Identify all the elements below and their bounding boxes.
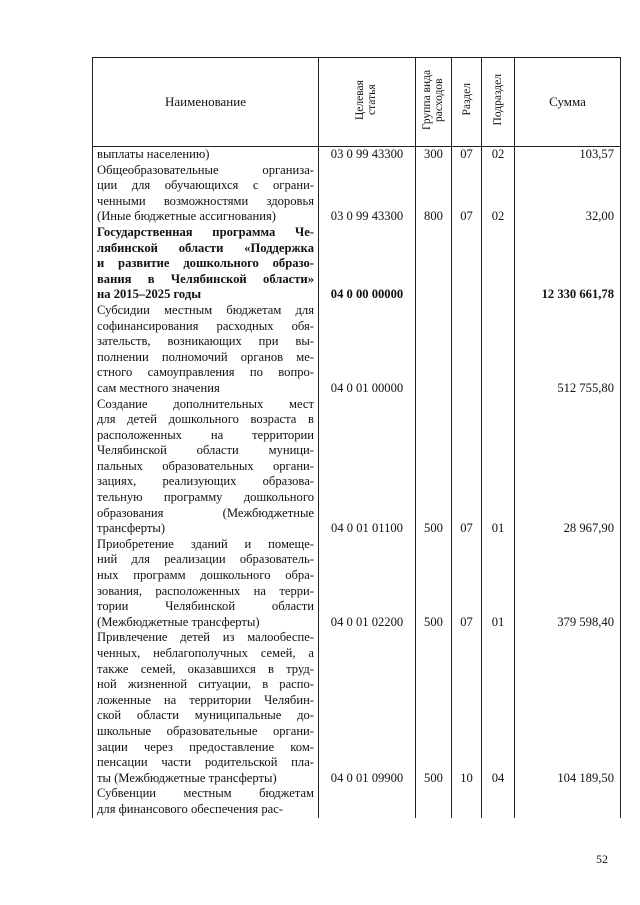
row-name-line: полнении полномочий органов ме-: [97, 349, 314, 364]
row-section: 07: [452, 147, 482, 163]
row-name-line: Приобретение зданий и помеще-: [97, 536, 314, 551]
header-subsection-cell: [482, 58, 515, 147]
row-section: [452, 303, 482, 397]
row-name-line: Челябинской области муници-: [97, 443, 314, 458]
header-section-cell: [452, 58, 482, 147]
row-subsection: 01: [482, 397, 515, 537]
row-name-cell: [93, 147, 319, 163]
row-sum: 103,57: [515, 147, 621, 163]
row-subsection: 02: [482, 147, 515, 163]
row-name-line: школьные образовательные органи-: [97, 723, 314, 738]
row-name-line: для детей дошкольного возраста в: [97, 412, 314, 427]
row-name-line: тельную программу дошкольного: [97, 490, 314, 505]
row-name-cell: [93, 630, 319, 786]
table-header-row: [93, 58, 621, 147]
table-row: [93, 303, 621, 397]
header-code-cell: [319, 58, 416, 147]
row-subsection: [482, 786, 515, 817]
row-name-line: Государственная программа Че-: [97, 224, 314, 239]
header-group-cell: [416, 58, 452, 147]
row-code: 03 0 99 43300: [319, 163, 416, 225]
row-name-line: ции для обучающихся с ограни-: [97, 178, 314, 193]
row-name-line: ной жизненной ситуации, в распо-: [97, 677, 314, 692]
row-name-line: на 2015–2025 годы: [97, 287, 202, 302]
table-row: [93, 163, 621, 225]
row-name-line: (Межбюджетные трансферты): [97, 614, 260, 629]
row-name-line: ных программ дошкольного обра-: [97, 568, 314, 583]
row-group: 800: [416, 163, 452, 225]
row-name-line: Общеобразовательные организа-: [97, 162, 314, 177]
row-name-line: зования, расположенных на терри-: [97, 583, 314, 598]
row-name-line: вания в Челябинской области»: [97, 271, 314, 286]
row-sum: 28 967,90: [515, 397, 621, 537]
table-row: [93, 225, 621, 303]
row-group: [416, 225, 452, 303]
row-name-line: ченных, неблагополучных семей, а: [97, 646, 314, 660]
table-row: [93, 786, 621, 817]
row-sum: 379 598,40: [515, 537, 621, 631]
row-sum: 32,00: [515, 163, 621, 225]
row-code: 04 0 01 09900: [319, 630, 416, 786]
row-section: [452, 225, 482, 303]
row-name-cell: [93, 537, 319, 631]
row-name-cell: [93, 397, 319, 537]
row-name-line: Субсидии местным бюджетам для: [97, 302, 314, 317]
row-name-line: софинансирования расходных обя-: [97, 318, 314, 333]
row-name-line: расположенных на территории: [97, 427, 314, 442]
row-name-line: тории Челябинской области: [97, 599, 314, 614]
row-name-line: лябинской области «Поддержка: [97, 240, 314, 255]
row-name-line: ложенные на территории Челябин-: [97, 692, 314, 707]
row-name-line: пенсации части родительской пла-: [97, 755, 314, 770]
row-subsection: 04: [482, 630, 515, 786]
row-subsection: [482, 303, 515, 397]
row-group: 500: [416, 630, 452, 786]
row-name-line: выплаты населению): [97, 147, 210, 161]
row-name-line: Создание дополнительных мест: [97, 396, 314, 411]
row-name-line: зации через предоставление ком-: [97, 739, 314, 754]
table-row: [93, 147, 621, 163]
header-code: Целевая статья: [354, 79, 378, 120]
header-name: Наименование: [93, 58, 319, 147]
row-name-line: Субвенции местным бюджетам: [97, 786, 314, 801]
row-code: 04 0 01 00000: [319, 303, 416, 397]
row-name-line: сам местного значения: [97, 380, 220, 395]
row-name-line: ты (Межбюджетные трансферты): [97, 770, 277, 785]
row-name-line: также семей, оказавшихся в труд-: [97, 661, 314, 676]
row-name-line: образования (Межбюджетные: [97, 505, 314, 520]
row-name-line: и развитие дошкольного образо-: [97, 256, 314, 271]
row-section: 10: [452, 630, 482, 786]
page-number: 52: [596, 852, 608, 866]
row-name-cell: [93, 163, 319, 225]
header-sum: Сумма: [515, 58, 621, 147]
row-name-line: для финансового обеспечения рас-: [97, 801, 284, 816]
row-name-cell: [93, 303, 319, 397]
row-group: [416, 786, 452, 817]
row-section: 07: [452, 397, 482, 537]
row-name-line: стного самоуправления по вопро-: [97, 365, 314, 380]
row-name-line: (Иные бюджетные ассигнования): [97, 209, 276, 224]
row-subsection: [482, 225, 515, 303]
row-code: 04 0 01 02200: [319, 537, 416, 631]
row-group: 500: [416, 397, 452, 537]
row-code: 04 0 01 01100: [319, 397, 416, 537]
table-row: [93, 630, 621, 786]
row-group: 300: [416, 147, 452, 163]
header-section: Раздел: [460, 83, 473, 116]
row-name-cell: [93, 225, 319, 303]
row-group: 500: [416, 537, 452, 631]
row-code: [319, 786, 416, 817]
row-name-line: Привлечение детей из малообеспе-: [97, 630, 314, 645]
row-section: 07: [452, 537, 482, 631]
row-name-line: ний для реализации образователь-: [97, 552, 314, 567]
row-sum: 104 189,50: [515, 630, 621, 786]
table-row: [93, 537, 621, 631]
row-section: [452, 786, 482, 817]
row-name-cell: [93, 786, 319, 817]
header-subsection: Подраздел: [492, 73, 504, 126]
row-section: 07: [452, 163, 482, 225]
row-name-line: трансферты): [97, 521, 166, 536]
row-sum: 512 755,80: [515, 303, 621, 397]
row-code: 04 0 00 00000: [319, 225, 416, 303]
header-group: Группа вида расходов: [420, 69, 445, 130]
row-code: 03 0 99 43300: [319, 147, 416, 163]
table-row: [93, 397, 621, 537]
row-name-line: зациях, реализующих образова-: [97, 474, 314, 489]
row-sum: [515, 786, 621, 817]
row-subsection: 02: [482, 163, 515, 225]
row-name-line: зательств, возникающих при вы-: [97, 334, 314, 349]
budget-table: [92, 57, 621, 818]
row-name-line: ской области муниципальные до-: [97, 708, 314, 723]
row-name-line: пальных образовательных органи-: [97, 458, 314, 473]
row-group: [416, 303, 452, 397]
row-name-line: ченными возможностями здоровья: [97, 193, 314, 208]
row-subsection: 01: [482, 537, 515, 631]
row-sum: 12 330 661,78: [515, 225, 621, 303]
